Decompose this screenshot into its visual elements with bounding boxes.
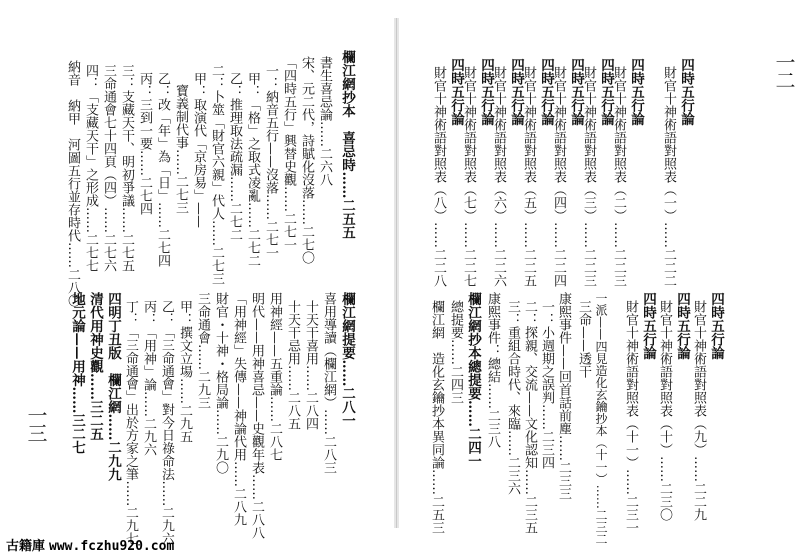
page-number: 一二 (772, 52, 796, 88)
toc-entry: 財官十神術語對照表（二）……二二三 (611, 66, 626, 287)
toc-entry: 三命通會……二九三 (195, 292, 210, 409)
toc-entry: 四：「支藏天干」之形成……二七七 (83, 64, 98, 272)
toc-entry: 乙：「三命通會」對今日祿命法……二九六 (159, 300, 174, 545)
toc-entry: 財官十神術語對照表（九）……二二九 (691, 300, 706, 521)
toc-entry: 二：卜筮「財官六親」代人……二七三 (209, 64, 224, 285)
toc-entry: 財官十神術語對照表（六）……二二六 (491, 66, 506, 287)
toc-entry: 三：支藏天干、明初爭議……二七五 (119, 64, 134, 272)
toc-entry: 三：重組合時代、來臨……二三六 (505, 300, 520, 495)
toc-entry: 欄江網 造化玄鑰抄本異同論……二五三 (429, 300, 444, 534)
toc-entry: 甲：撰文立場……二九五 (177, 300, 192, 443)
toc-entry: 財官十神術語對照表（十一）……二三一 (623, 300, 638, 534)
toc-entry: 甲：「格」之取式凌亂……二七二 (245, 72, 260, 267)
toc-entry: 丙：三到一要……二七四 (137, 72, 152, 215)
toc-entry: 喜用導讀（欄江網）……二八三 (321, 292, 336, 474)
toc-entry: 書生喜忌論……二六八 (317, 56, 332, 186)
toc-entry: 四明丁丑版 欄江網……二九九 (105, 292, 121, 481)
toc-entry: 欄江網抄本總提要……二四一 (465, 292, 481, 468)
toc-entry: 財官十神術語對照表（十）……二三〇 (657, 300, 672, 521)
toc-entry: 一：小週期之誤判……二三四 (539, 300, 554, 469)
toc-entry: 丁：「三命通會」出於方家之筆……二九七 (123, 300, 138, 545)
toc-entry: 三命——透干 (576, 300, 591, 378)
toc-entry: 欄江網提要……二八一 (339, 292, 355, 427)
toc-entry: 財官十神術語對照表（七）……二二七 (461, 66, 476, 287)
toc-entry: 四時五行論 (640, 292, 656, 360)
toc-entry: 四時五行論 (598, 58, 614, 126)
toc-entry: 十天干忌用……二八五 (285, 300, 300, 430)
toc-entry: 康熙事件：總結……二三八 (485, 292, 500, 448)
toc-entry: 財官十神術語對照表（五）……二二五 (521, 66, 536, 287)
watermark-brand: 古籍庫 (6, 539, 46, 554)
toc-entry: 四時五行論 (568, 58, 584, 126)
toc-entry: 十天干喜用……二八四 (303, 300, 318, 430)
toc-entry: 四時五行論 (538, 58, 554, 126)
toc-entry: 財官・十神・格局論……二九〇 (213, 292, 228, 474)
toc-entry: 四時五行論 (674, 292, 690, 360)
toc-entry: 明代——用神喜忌——史觀年表……二八八 (249, 292, 264, 539)
toc-entry: 「用神經」失傳——神論代用……二八九 (231, 292, 246, 526)
toc-entry: 康熙事件——回首話前塵……二三三 (556, 292, 571, 500)
toc-entry: 納音 納甲 河圖五行並存時代……二八〇 (65, 60, 80, 307)
toc-entry: 四時五行論 (708, 292, 724, 360)
gutter-line (396, 18, 397, 528)
toc-entry: 二：探親、交流——文化認知……二三五 (522, 300, 537, 534)
toc-entry: 欄江網抄本 喜忌時……二五五 (339, 50, 355, 239)
toc-entry: 財官十神術語對照表（八）……二二八 (431, 66, 446, 287)
toc-entry: 財官十神術語對照表（三）……二二三 (581, 66, 596, 287)
toc-entry: 地元論——用神……三二七 (69, 292, 85, 454)
toc-entry: 乙：推理取法疏漏……二七二 (227, 72, 242, 241)
toc-entry: 財官十神術語對照表（一）……二二二 (661, 66, 676, 287)
toc-entry: 一：納音五行——沒落……二七一 (263, 64, 278, 259)
toc-entry: 清代用神史觀……三二五 (87, 292, 103, 441)
toc-entry: 四時五行論 (478, 58, 494, 126)
toc-entry: 宋、元二代，詩賦化沒落……二七〇 (299, 56, 314, 264)
page-number: 一三 (24, 405, 48, 441)
watermark-footer (6, 535, 174, 555)
toc-entry: 甲：取演代「京房易」—— (191, 72, 206, 228)
toc-entry: 四時五行論 (628, 58, 644, 126)
watermark-url[interactable]: www.fczhu920.com (49, 539, 175, 554)
toc-entry: 乙：改「年」為「日」……二七四 (155, 72, 170, 267)
toc-entry: 四時五行論 (448, 58, 464, 126)
toc-entry: 四時五行論 (508, 58, 524, 126)
toc-entry: 財官十神術語對照表（四）……二二四 (551, 66, 566, 287)
toc-entry: 「四時五行」興替史觀……二七一 (281, 56, 296, 251)
toc-entry: 四時五行論 (678, 58, 694, 126)
toc-entry: 總提要……二四三 (448, 300, 463, 404)
toc-entry: 一派——四見造化玄鑰抄本（十一）……二三二 (594, 292, 608, 546)
toc-entry: 丙：「用神」論……二九六 (141, 300, 156, 456)
toc-entry: 三命通會七十四頁（四）……二七六 (101, 64, 116, 272)
toc-entry: 寶義制代事……二七三 (173, 84, 188, 214)
toc-entry: 用神經——五重論……二八七 (267, 292, 282, 461)
